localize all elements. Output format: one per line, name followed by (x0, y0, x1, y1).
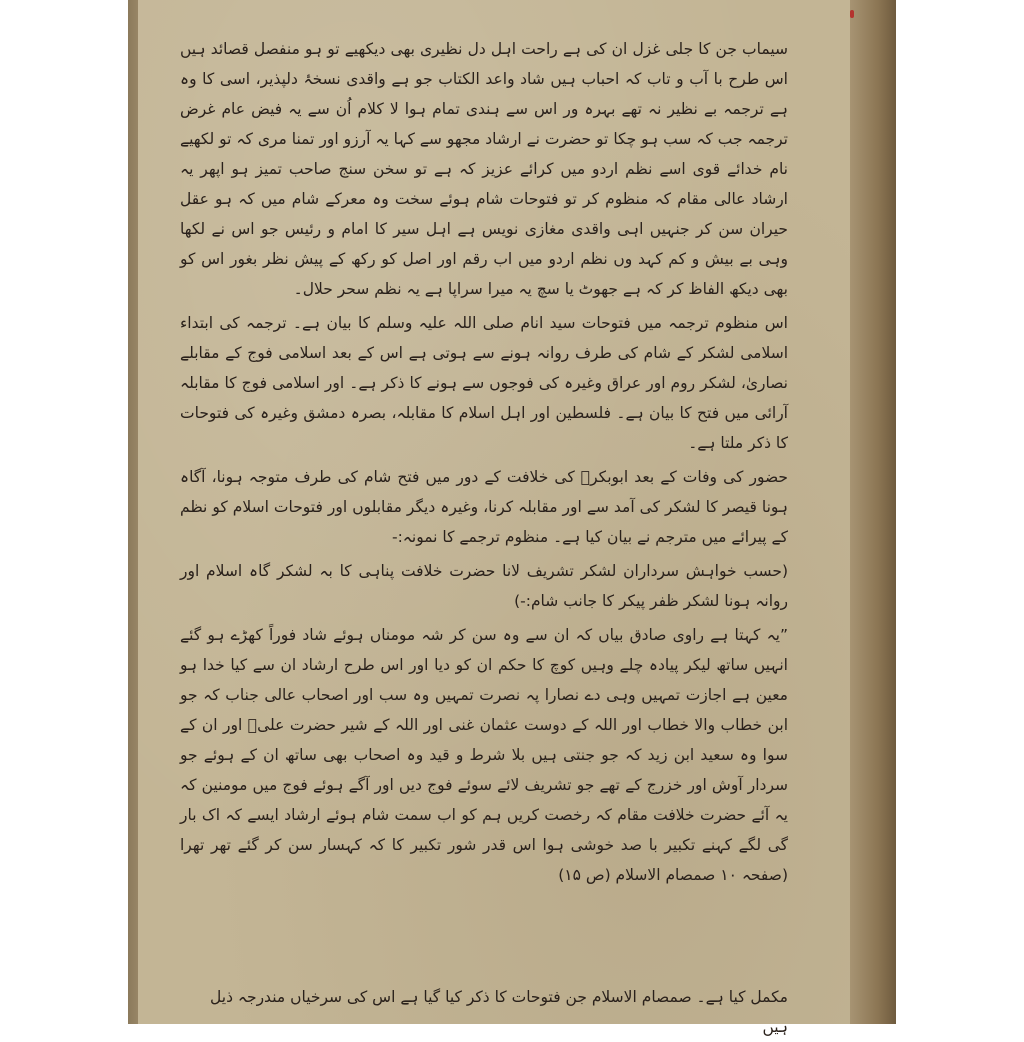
red-mark (850, 10, 854, 18)
footer-line: مکمل کیا ہے۔ صمصام الاسلام جن فتوحات کا ذکر کیا گیا ہے اس کی سرخیاں مندرجہ ذیل ہیں (210, 988, 788, 1036)
paragraph-translation-summary: اس منظوم ترجمہ میں فتوحات سید انام صلی اللہ علیہ وسلم کا بیان ہے۔ ترجمہ کی ابتداء اسلامی لشکر کے شام کی طرف روانہ ہونے سے ہوتی ہے اس کے بعد اسلامی فوج کے مقابلے نصاریٰ، لشکر روم اور عراق وغیرہ کی فوجوں سے ہونے کا ذکر ہے۔ اور اسلامی فوج کا مقابلہ آرائی میں فتح کا بیان ہے۔ فلسطین اور اہل اسلام کا مقابلہ، بصرہ دمشق وغیرہ کی فتوحات کا ذکر ملتا ہے۔ (180, 314, 788, 452)
paragraph-heading-note: (حسب خواہش سرداران لشکر تشریف لانا حضرت خلافت پناہی کا بہ لشکر گاہ اسلام اور روانہ ہونا لشکر ظفر پیکر کا جانب شام:-) (180, 562, 788, 610)
paragraph-verse-sample: ”یہ کہتا ہے راوی صادق بیاں کہ ان سے وہ سن کر شہ مومناں ہوئے شاد فوراً کھڑے ہو گئے انہیں ساتھ لیکر پیادہ چلے وہیں کوچ کا حکم ان کو دیا اور اس طرح ارشاد ان سے کیا خدا ہو معین ہے اجازت تمہیں وہی دے نصارا پہ نصرت تمہیں وہ سب اور اصحاب عالی جناب کہ جو ابن خطاب والا خطاب اور اللہ کے دوست عثمان غنی اور اللہ کے شیر حضرت علیؓ اور ان کے سوا وہ سعید ابن زید کہ جو جنتی ہیں بلا شرط و قید وہ اصحاب بھی ساتھ ان کے ہوئے جو سردار آوش اور خزرج کے تھے جو تشریف لائے سوئے فوج دیں اور آگے ہوئے فوج میں مومنین کہ یہ آئے حضرت خلافت مقام کہ رخصت کریں ہم کو اب سمت شام ہوئے ارشاد ایسے کہ اک بار گی لگے کہنے تکبیر با صد خوشی ہوا اس قدر شور تکبیر کا کہ کہسار سن کر گئے تھر تھرا (صفحہ ۱۰ صمصام الاسلام (ص ۱۵) (180, 626, 788, 884)
page-text (180, 34, 788, 890)
paragraph-caliphate: حضور کی وفات کے بعد ابوبکرؓ کی خلافت کے دور میں فتح شام کی طرف متوجہ ہونا، آگاہ ہونا قیصر کا لشکر کی آمد سے اور مقابلہ کرنا، وغیرہ دیگر مقابلوں اور فتوحات اسلام کو نظم کے پیرائے میں مترجم نے بیان کیا ہے۔ منظوم ترجمے کا نمونہ:- (180, 468, 788, 546)
page-edge (850, 0, 896, 1024)
manuscript-page (138, 0, 850, 1036)
photo-frame (128, 0, 896, 1036)
paragraph-intro-verse: سیماب جن کا جلی غزل ان کی ہے راحت اہل دل نظیری بھی دیکھیے تو ہو منفصل قصائد ہیں اس طرح با آب و تاب کہ احباب ہیں شاد واعد الکتاب جو ہے واقدی نسخۂ دلپذیر، اسی کا وہ ہے ترجمہ بے نظیر نہ تھے بہرہ ور اس سے ہندی تمام ہوا لا کلام اُن سے یہ فیض عام غرض ترجمہ جب کہ سب ہو چکا تو حضرت نے ارشاد مجھو سے کہا یہ آرزو اور تمنا مری کہ تو لکھیے نام خدائے قوی اسے نظم اردو میں کرائے عزیز کہ ہے تو سخن سنج صاحب تمیز ہو اپھر یہ ارشاد عالی مقام کہ منظوم کر تو فتوحات شام ہوئے سخت وہ معرکے شام میں کہ ہو عقل حیران سن کر جنہیں اہی واقدی مغازی نویس ہے اہل سیر کا امام و رئیس جو اس نے لکھا وہی بے بیش و کم کہد وں نظم اردو میں اب رقم اور اصل کو رکھ کے پیش نظر بغور اس کو بھی دیکھ الفاظ کر کہ ہے جھوٹ یا سچ یہ میرا سراپا ہے یہ نظم سحر حلال۔ (180, 40, 788, 298)
